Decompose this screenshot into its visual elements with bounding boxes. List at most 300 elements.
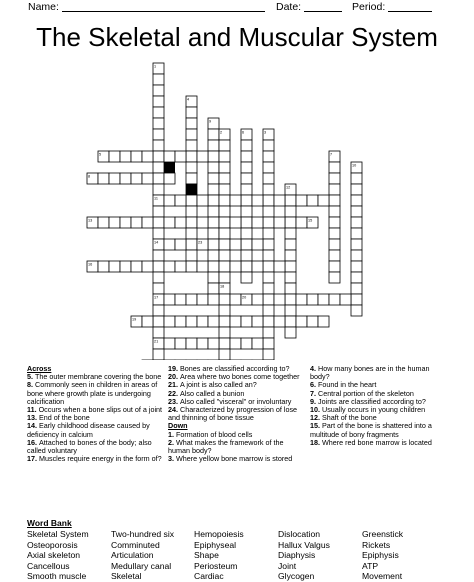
grid-cell[interactable] — [109, 173, 120, 184]
grid-cell[interactable] — [263, 349, 274, 360]
grid-cell[interactable] — [219, 316, 230, 327]
grid-cell[interactable] — [208, 140, 219, 151]
grid-cell[interactable] — [241, 250, 252, 261]
grid-cell[interactable] — [153, 140, 164, 151]
clue-number: 6. — [310, 380, 318, 390]
grid-cell[interactable] — [285, 283, 296, 294]
clue-text: What makes the framework of the human body? — [168, 437, 284, 456]
clue-number: 8. — [27, 380, 35, 390]
clue-number: 1. — [168, 429, 176, 439]
grid-cell[interactable] — [252, 217, 263, 228]
grid-cell[interactable] — [285, 261, 296, 272]
clue-number: 7. — [310, 388, 318, 398]
grid-cell[interactable] — [186, 173, 197, 184]
word-bank-word: Osteoporosis — [27, 539, 78, 550]
grid-cell[interactable] — [351, 228, 362, 239]
grid-cell[interactable] — [208, 316, 219, 327]
grid-cell[interactable] — [263, 261, 274, 272]
across-clues-column-2 — [168, 365, 304, 463]
grid-clue-number: 8 — [88, 174, 91, 179]
grid-cell[interactable] — [186, 140, 197, 151]
grid-clue-number: 10 — [352, 163, 357, 168]
grid-cell[interactable] — [142, 261, 153, 272]
grid-cell[interactable] — [219, 294, 230, 305]
grid-cell[interactable] — [164, 195, 175, 206]
grid-cell[interactable] — [153, 272, 164, 283]
grid-cell[interactable] — [208, 294, 219, 305]
grid-cell[interactable] — [263, 338, 274, 349]
grid-cell[interactable] — [197, 294, 208, 305]
grid-cell[interactable] — [263, 272, 274, 283]
grid-cell[interactable] — [109, 217, 120, 228]
date-label: Date: — [276, 1, 302, 13]
grid-cell[interactable] — [241, 261, 252, 272]
grid-cell[interactable] — [219, 195, 230, 206]
grid-cell[interactable] — [252, 294, 263, 305]
grid-clue-number: 4 — [187, 97, 190, 102]
grid-cell[interactable] — [186, 195, 197, 206]
clue-text: Attached to bones of the body; also called voluntary — [27, 437, 152, 456]
clue-item — [168, 455, 304, 463]
grid-cell[interactable] — [329, 239, 340, 250]
grid-cell[interactable] — [296, 217, 307, 228]
grid-cell[interactable] — [219, 349, 230, 360]
clue-text: Area where two bones come together — [180, 372, 300, 382]
grid-cell[interactable] — [351, 217, 362, 228]
clue-number: 10. — [310, 405, 322, 415]
grid-cell[interactable] — [241, 239, 252, 250]
grid-cell[interactable] — [208, 338, 219, 349]
word-bank-word: ATP — [362, 560, 379, 571]
grid-cell[interactable] — [197, 338, 208, 349]
grid-cell[interactable] — [329, 294, 340, 305]
grid-cell[interactable] — [219, 327, 230, 338]
grid-cell[interactable] — [307, 195, 318, 206]
grid-cell[interactable] — [186, 250, 197, 261]
grid-cell[interactable] — [296, 195, 307, 206]
grid-cell[interactable] — [263, 162, 274, 173]
clue-item — [27, 455, 165, 463]
clue-number: 18. — [310, 437, 322, 447]
word-bank-word: Cancellous — [27, 560, 70, 571]
grid-clue-number: 20 — [242, 295, 247, 300]
clue-text: Also called "visceral" or involuntary — [180, 396, 292, 406]
grid-cell[interactable] — [153, 162, 164, 173]
grid-cell[interactable] — [153, 184, 164, 195]
grid-cell[interactable] — [230, 338, 241, 349]
clue-text: Commonly seen in children in areas of bone where growth plate is undergoing calcification — [27, 380, 158, 406]
word-bank-word: Epiphyseal — [194, 539, 237, 550]
grid-cell[interactable] — [197, 316, 208, 327]
grid-cell[interactable] — [208, 217, 219, 228]
grid-cell[interactable] — [285, 228, 296, 239]
word-bank-word: Two-hundred six — [111, 529, 175, 539]
grid-clue-number: 11 — [154, 196, 158, 201]
grid-cell[interactable] — [351, 195, 362, 206]
grid-cell[interactable] — [208, 283, 219, 294]
grid-cell[interactable] — [186, 118, 197, 129]
clue-number: 4. — [310, 364, 318, 373]
grid-cell[interactable] — [153, 129, 164, 140]
grid-cell[interactable] — [351, 305, 362, 316]
grid-cell[interactable] — [186, 107, 197, 118]
word-bank-word: Hallux Valgus — [278, 539, 330, 550]
clue-text: Early childhood disease caused by deficiency in calcium — [27, 421, 150, 439]
clue-text: Shaft of the bone — [322, 413, 377, 423]
grid-cell[interactable] — [285, 217, 296, 228]
grid-cell[interactable] — [263, 250, 274, 261]
grid-cell[interactable] — [98, 217, 109, 228]
grid-cell[interactable] — [153, 228, 164, 239]
grid-cell[interactable] — [274, 294, 285, 305]
grid-cell[interactable] — [219, 338, 230, 349]
grid-cell[interactable] — [263, 206, 274, 217]
grid-cell[interactable] — [263, 294, 274, 305]
word-bank-word: Greenstick — [362, 529, 404, 539]
clue-text: Joints are classified according to? — [318, 396, 426, 406]
grid-cell[interactable] — [285, 305, 296, 316]
word-bank-column — [111, 529, 174, 582]
grid-cell[interactable] — [153, 74, 164, 85]
grid-cell[interactable] — [120, 261, 131, 272]
grid-cell[interactable] — [241, 195, 252, 206]
grid-cell[interactable] — [175, 294, 186, 305]
grid-cell[interactable] — [219, 151, 230, 162]
grid-cell[interactable] — [351, 239, 362, 250]
grid-cell[interactable] — [186, 206, 197, 217]
grid-cell[interactable] — [175, 261, 186, 272]
grid-cell[interactable] — [296, 294, 307, 305]
grid-cell[interactable] — [186, 162, 197, 173]
clue-number: 5. — [27, 372, 35, 382]
grid-cell[interactable] — [351, 294, 362, 305]
grid-cell[interactable] — [153, 250, 164, 261]
grid-cell[interactable] — [208, 228, 219, 239]
grid-cell[interactable] — [98, 261, 109, 272]
grid-cell[interactable] — [219, 140, 230, 151]
grid-cell[interactable] — [351, 283, 362, 294]
grid-cell[interactable] — [153, 96, 164, 107]
across-heading: Across — [27, 364, 52, 373]
grid-cell[interactable] — [219, 217, 230, 228]
grid-clue-number: 21 — [154, 339, 159, 344]
clue-number: 12. — [310, 413, 322, 423]
grid-cell[interactable] — [175, 195, 186, 206]
grid-cell[interactable] — [263, 239, 274, 250]
grid-cell[interactable] — [318, 294, 329, 305]
word-bank-word: Joint — [278, 560, 297, 571]
grid-cell[interactable] — [329, 195, 340, 206]
grid-cell[interactable] — [142, 173, 153, 184]
grid-cell[interactable] — [241, 338, 252, 349]
grid-cell[interactable] — [241, 173, 252, 184]
grid-cell[interactable] — [208, 272, 219, 283]
clue-item — [310, 439, 450, 447]
grid-cell[interactable] — [175, 151, 186, 162]
grid-cell[interactable] — [263, 283, 274, 294]
grid-cell[interactable] — [208, 162, 219, 173]
grid-cell[interactable] — [252, 338, 263, 349]
clue-number: 14. — [27, 421, 39, 431]
grid-cell[interactable] — [241, 151, 252, 162]
grid-cell[interactable] — [241, 217, 252, 228]
clue-number: 16. — [27, 437, 39, 447]
grid-cell[interactable] — [230, 239, 241, 250]
word-bank-word: Skeletal — [111, 571, 142, 581]
clue-number: 22. — [168, 388, 180, 398]
grid-clue-number: 17 — [154, 295, 159, 300]
grid-cell[interactable] — [208, 129, 219, 140]
word-bank-column — [278, 529, 330, 582]
grid-cell[interactable] — [142, 217, 153, 228]
grid-cell[interactable] — [208, 184, 219, 195]
grid-cell[interactable] — [252, 239, 263, 250]
grid-cell[interactable] — [153, 151, 164, 162]
grid-cell[interactable] — [197, 261, 208, 272]
grid-cell[interactable] — [208, 195, 219, 206]
grid-cell[interactable] — [329, 250, 340, 261]
grid-cell[interactable] — [208, 151, 219, 162]
word-bank-word: Dislocation — [278, 529, 321, 539]
clue-text: Muscles require energy in the form of? — [39, 454, 162, 464]
grid-cell[interactable] — [164, 151, 175, 162]
grid-cell[interactable] — [263, 228, 274, 239]
grid-clue-number: 3 — [264, 130, 267, 135]
grid-cell[interactable] — [329, 162, 340, 173]
grid-cell[interactable] — [164, 239, 175, 250]
grid-cell[interactable] — [285, 294, 296, 305]
grid-cell[interactable] — [197, 217, 208, 228]
grid-cell[interactable] — [241, 140, 252, 151]
grid-cell[interactable] — [219, 173, 230, 184]
grid-cell[interactable] — [252, 261, 263, 272]
grid-cell[interactable] — [230, 217, 241, 228]
clue-text: Found in the heart — [318, 380, 377, 390]
grid-cell[interactable] — [241, 316, 252, 327]
grid-cell[interactable] — [109, 261, 120, 272]
word-bank-heading: Word Bank — [27, 518, 72, 528]
word-bank-column — [362, 529, 403, 582]
grid-cell[interactable] — [351, 173, 362, 184]
grid-cell[interactable] — [340, 294, 351, 305]
grid-cell[interactable] — [153, 118, 164, 129]
grid-cell[interactable] — [219, 228, 230, 239]
grid-cell[interactable] — [263, 316, 274, 327]
grid-cell[interactable] — [164, 173, 175, 184]
grid-cell[interactable] — [197, 151, 208, 162]
grid-cell[interactable] — [208, 261, 219, 272]
grid-cell[interactable] — [175, 338, 186, 349]
grid-cell[interactable] — [263, 217, 274, 228]
grid-cell[interactable] — [153, 85, 164, 96]
grid-cell[interactable] — [230, 261, 241, 272]
grid-cell[interactable] — [329, 173, 340, 184]
grid-cell[interactable] — [329, 206, 340, 217]
grid-cell[interactable] — [120, 173, 131, 184]
grid-cell[interactable] — [263, 184, 274, 195]
grid-cell[interactable] — [186, 151, 197, 162]
grid-cell[interactable] — [109, 151, 120, 162]
grid-cell[interactable] — [197, 195, 208, 206]
clue-number: 24. — [168, 405, 180, 415]
grid-cell[interactable] — [285, 316, 296, 327]
grid-cell[interactable] — [219, 184, 230, 195]
grid-cell[interactable] — [329, 217, 340, 228]
across-clues-column-1 — [27, 365, 165, 463]
grid-cell[interactable] — [230, 316, 241, 327]
grid-cell[interactable] — [175, 239, 186, 250]
clue-number: 11. — [27, 405, 39, 415]
word-bank-word: Periosteum — [194, 560, 238, 571]
grid-cell[interactable] — [219, 162, 230, 173]
grid-cell[interactable] — [329, 184, 340, 195]
grid-cell[interactable] — [219, 239, 230, 250]
grid-cell[interactable] — [153, 327, 164, 338]
grid-cell[interactable] — [274, 316, 285, 327]
grid-cell[interactable] — [263, 305, 274, 316]
grid-cell[interactable] — [263, 151, 274, 162]
clue-text: A joint is also called an? — [180, 380, 257, 390]
grid-cell[interactable] — [274, 195, 285, 206]
grid-cell[interactable] — [186, 294, 197, 305]
grid-cell[interactable] — [263, 140, 274, 151]
grid-cell[interactable] — [219, 250, 230, 261]
grid-cell[interactable] — [208, 250, 219, 261]
grid-cell[interactable] — [351, 261, 362, 272]
grid-cell[interactable] — [263, 173, 274, 184]
grid-cell[interactable] — [98, 173, 109, 184]
grid-clue-number: 1 — [154, 64, 157, 69]
grid-cell[interactable] — [285, 206, 296, 217]
grid-cell[interactable] — [252, 195, 263, 206]
grid-cell[interactable] — [164, 338, 175, 349]
clue-item — [168, 439, 304, 455]
grid-cell[interactable] — [219, 206, 230, 217]
grid-cell[interactable] — [219, 272, 230, 283]
clue-item — [310, 365, 450, 381]
grid-cell[interactable] — [274, 261, 285, 272]
grid-cell[interactable] — [153, 349, 164, 360]
grid-cell[interactable] — [175, 217, 186, 228]
grid-cell[interactable] — [318, 195, 329, 206]
grid-cell[interactable] — [241, 184, 252, 195]
grid-cell[interactable] — [120, 217, 131, 228]
clue-number: 17. — [27, 454, 39, 464]
grid-cell[interactable] — [285, 195, 296, 206]
grid-clue-number: 12 — [286, 185, 291, 190]
grid-cell[interactable] — [351, 184, 362, 195]
grid-cell[interactable] — [153, 206, 164, 217]
grid-cell[interactable] — [186, 316, 197, 327]
page-title: The Skeletal and Muscular System — [36, 22, 438, 52]
grid-cell[interactable] — [186, 217, 197, 228]
grid-cell[interactable] — [285, 272, 296, 283]
grid-cell[interactable] — [208, 173, 219, 184]
word-bank-column — [194, 529, 244, 582]
grid-cell[interactable] — [230, 294, 241, 305]
grid-cell[interactable] — [241, 206, 252, 217]
grid-cell[interactable] — [164, 294, 175, 305]
grid-cell[interactable] — [186, 129, 197, 140]
grid-cell[interactable] — [153, 283, 164, 294]
grid-cell[interactable] — [285, 250, 296, 261]
grid-cell[interactable] — [219, 305, 230, 316]
grid-cell[interactable] — [186, 261, 197, 272]
grid-cell[interactable] — [153, 173, 164, 184]
grid-cell[interactable] — [307, 294, 318, 305]
clue-number: 2. — [168, 437, 176, 447]
grid-cell[interactable] — [120, 151, 131, 162]
grid-cell[interactable] — [241, 228, 252, 239]
grid-cell[interactable] — [186, 228, 197, 239]
grid-cell[interactable] — [131, 151, 142, 162]
grid-cell[interactable] — [153, 107, 164, 118]
grid-cell[interactable] — [263, 327, 274, 338]
grid-clue-number: 18 — [220, 284, 225, 289]
grid-cell[interactable] — [153, 305, 164, 316]
grid-cell[interactable] — [329, 261, 340, 272]
grid-cell[interactable] — [131, 217, 142, 228]
grid-cell[interactable] — [263, 195, 274, 206]
grid-clue-number: 5 — [99, 152, 102, 157]
grid-clue-number: 6 — [242, 130, 245, 135]
grid-cell[interactable] — [153, 261, 164, 272]
grid-cell[interactable] — [296, 316, 307, 327]
grid-cell[interactable] — [142, 316, 153, 327]
grid-cell[interactable] — [186, 338, 197, 349]
grid-cell[interactable] — [142, 151, 153, 162]
grid-cell[interactable] — [285, 327, 296, 338]
grid-cell[interactable] — [175, 316, 186, 327]
word-bank-word: Hemopoiesis — [194, 529, 244, 539]
grid-cell[interactable] — [274, 217, 285, 228]
grid-cell[interactable] — [230, 195, 241, 206]
grid-cell[interactable] — [307, 316, 318, 327]
grid-cell[interactable] — [285, 239, 296, 250]
grid-cell[interactable] — [252, 316, 263, 327]
word-bank-column — [27, 529, 89, 582]
grid-cell[interactable] — [164, 316, 175, 327]
grid-cell[interactable] — [208, 206, 219, 217]
grid-cell[interactable] — [329, 228, 340, 239]
grid-cell[interactable] — [241, 162, 252, 173]
word-bank-word: Cardiac — [194, 571, 224, 581]
grid-cell[interactable] — [219, 261, 230, 272]
grid-cell[interactable] — [351, 206, 362, 217]
grid-cell[interactable] — [318, 316, 329, 327]
grid-cell[interactable] — [131, 173, 142, 184]
grid-cell[interactable] — [164, 261, 175, 272]
grid-cell[interactable] — [208, 239, 219, 250]
grid-clue-number: 9 — [209, 119, 212, 124]
grid-cell[interactable] — [153, 316, 164, 327]
grid-cell[interactable] — [351, 250, 362, 261]
grid-cell[interactable] — [131, 261, 142, 272]
grid-cell[interactable] — [153, 217, 164, 228]
word-bank-word: Axial skeleton — [27, 550, 81, 560]
clue-number: 15. — [310, 421, 322, 431]
grid-cell[interactable] — [329, 272, 340, 283]
grid-cell[interactable] — [164, 217, 175, 228]
clue-number: 13. — [27, 413, 39, 423]
grid-cell[interactable] — [241, 272, 252, 283]
clue-text: Characterized by progression of lose and thinning of bone tissue — [168, 405, 298, 423]
grid-cell[interactable] — [351, 272, 362, 283]
clue-item — [27, 422, 165, 438]
word-bank-word: Skeletal System — [27, 529, 89, 539]
grid-cell[interactable] — [186, 239, 197, 250]
word-bank-word: Shape — [194, 550, 219, 560]
